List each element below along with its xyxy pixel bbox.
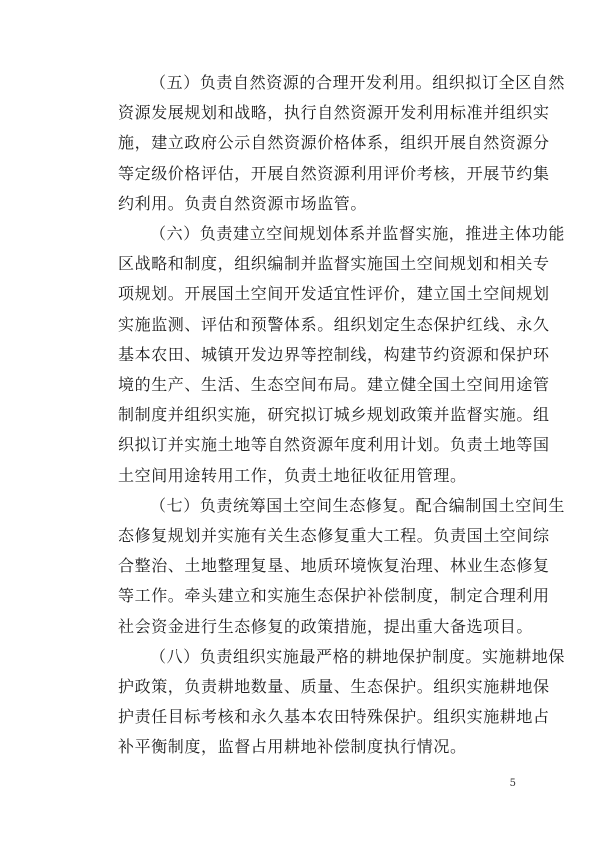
text-line: 区战略和制度，组织编制并监督实施国土空间规划和相关专 xyxy=(118,254,550,274)
text-line: 土空间用途转用工作，负责土地征收征用管理。 xyxy=(118,465,467,485)
text-line: 补平衡制度，监督占用耕地补偿制度执行情况。 xyxy=(118,737,467,757)
text-line: 护政策，负责耕地数量、质量、生态保护。组织实施耕地保 xyxy=(118,677,550,697)
text-line: 合整治、土地整理复垦、地质环境恢复治理、林业生态修复 xyxy=(118,556,550,576)
text-line: 资源发展规划和战略，执行自然资源开发利用标准并组织实 xyxy=(118,103,550,123)
text-line: （五）负责自然资源的合理开发利用。组织拟订全区自然 xyxy=(150,73,566,92)
text-line: 等定级价格评估，开展自然资源利用评价考核，开展节约集 xyxy=(118,163,550,183)
paragraph-eight xyxy=(118,642,566,763)
text-line: （八）负责组织实施最严格的耕地保护制度。实施耕地保 xyxy=(150,646,566,666)
paragraph-five xyxy=(118,68,566,219)
paragraph-seven xyxy=(118,491,566,642)
text-line: 项规划。开展国土空间开发适宜性评价，建立国土空间规划 xyxy=(118,284,550,304)
text-line: 等工作。牵头建立和实施生态保护补偿制度，制定合理利用 xyxy=(118,586,550,606)
text-line: 社会资金进行生态修复的政策措施，提出重大备选项目。 xyxy=(118,616,534,636)
text-line: 态修复规划并实施有关生态修复重大工程。负责国土空间综 xyxy=(118,526,550,546)
page-number: 5 xyxy=(509,778,516,789)
text-line: （六）负责建立空间规划体系并监督实施，推进主体功能 xyxy=(150,224,566,244)
text-line: 境的生产、生活、生态空间布局。建立健全国土空间用途管 xyxy=(118,375,550,395)
text-line: 施，建立政府公示自然资源价格体系，组织开展自然资源分 xyxy=(118,133,550,153)
paragraph-six xyxy=(118,219,566,491)
text-line: 基本农田、城镇开发边界等控制线，构建节约资源和保护环 xyxy=(118,344,550,364)
document-body xyxy=(118,68,566,763)
text-line: （七）负责统筹国土空间生态修复。配合编制国土空间生 xyxy=(150,495,566,515)
text-line: 护责任目标考核和永久基本农田特殊保护。组织实施耕地占 xyxy=(118,707,550,727)
text-line: 制制度并组织实施，研究拟订城乡规划政策并监督实施。组 xyxy=(118,405,550,425)
text-line: 实施监测、评估和预警体系。组织划定生态保护红线、永久 xyxy=(118,314,550,334)
text-line: 织拟订并实施土地等自然资源年度利用计划。负责土地等国 xyxy=(118,435,550,455)
text-line: 约利用。负责自然资源市场监管。 xyxy=(118,193,368,213)
